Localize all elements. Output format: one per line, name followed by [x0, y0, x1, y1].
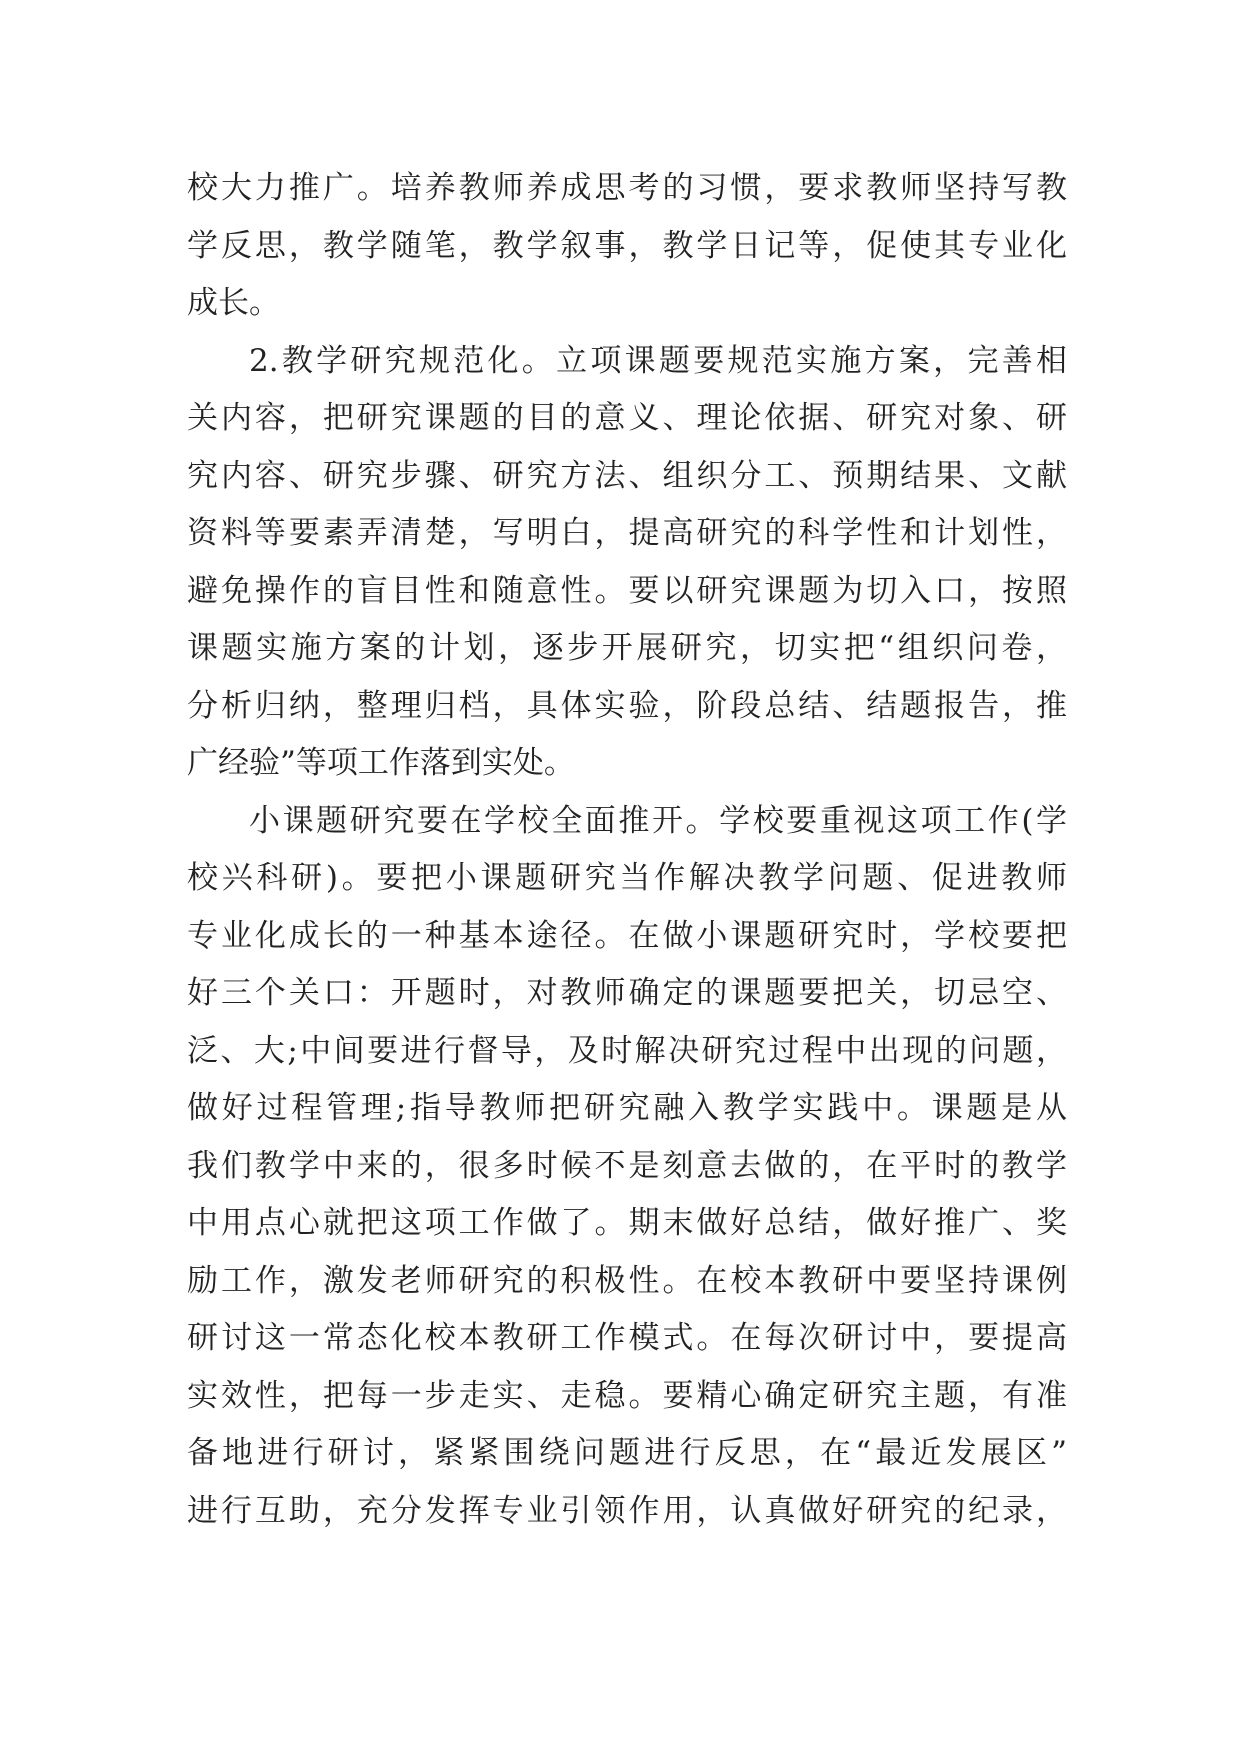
text-line: 做好过程管理;指导教师把研究融入教学实践中。课题是从 [187, 1090, 1067, 1126]
text-line: 关内容，把研究课题的目的意义、理论依据、研究对象、研 [187, 400, 1067, 436]
text-line: 中用点心就把这项工作做了。期末做好总结，做好推广、奖 [187, 1205, 1067, 1241]
text-line: 课题实施方案的计划，逐步开展研究，切实把“组织问卷， [187, 630, 1067, 666]
text-line: 校大力推广。培养教师养成思考的习惯，要求教师坚持写教 [187, 170, 1067, 206]
text-line: 研讨这一常态化校本教研工作模式。在每次研讨中，要提高 [187, 1320, 1067, 1356]
text-line: 励工作，激发老师研究的积极性。在校本教研中要坚持课例 [187, 1262, 1067, 1299]
text-line: 分析归纳，整理归档，具体实验，阶段总结、结题报告，推 [187, 687, 1067, 724]
text-line: 泛、大;中间要进行督导，及时解决研究过程中出现的问题， [187, 1032, 1067, 1069]
body-text [187, 160, 1067, 1540]
text-line: 专业化成长的一种基本途径。在做小课题研究时，学校要把 [187, 917, 1067, 954]
text-line: 成长。 [187, 285, 280, 321]
text-line: 避免操作的盲目性和随意性。要以研究课题为切入口，按照 [187, 572, 1067, 609]
text-line: 好三个关口：开题时，对教师确定的课题要把关，切忌空、 [187, 975, 1067, 1011]
text-line: 资料等要素弄清楚，写明白，提高研究的科学性和计划性， [187, 515, 1067, 551]
text-line: 校兴科研)。要把小课题研究当作解决教学问题、促进教师 [187, 860, 1067, 896]
text-line: 实效性，把每一步走实、走稳。要精心确定研究主题，有准 [187, 1377, 1067, 1414]
text-line: 学反思，教学随笔，教学叙事，教学日记等，促使其专业化 [187, 227, 1067, 264]
paragraph-first-line: 2.教学研究规范化。立项课题要规范实施方案，完善相 [249, 342, 1067, 379]
text-line: 我们教学中来的，很多时候不是刻意去做的，在平时的教学 [187, 1147, 1067, 1184]
text-line: 广经验”等项工作落到实处。 [187, 745, 575, 781]
text-line: 究内容、研究步骤、研究方法、组织分工、预期结果、文献 [187, 457, 1067, 494]
text-line: 进行互助，充分发挥专业引领作用，认真做好研究的纪录， [187, 1492, 1067, 1529]
text-line: 备地进行研讨，紧紧围绕问题进行反思，在“最近发展区” [187, 1435, 1067, 1471]
paragraph-first-line: 小课题研究要在学校全面推开。学校要重视这项工作(学 [249, 802, 1067, 839]
